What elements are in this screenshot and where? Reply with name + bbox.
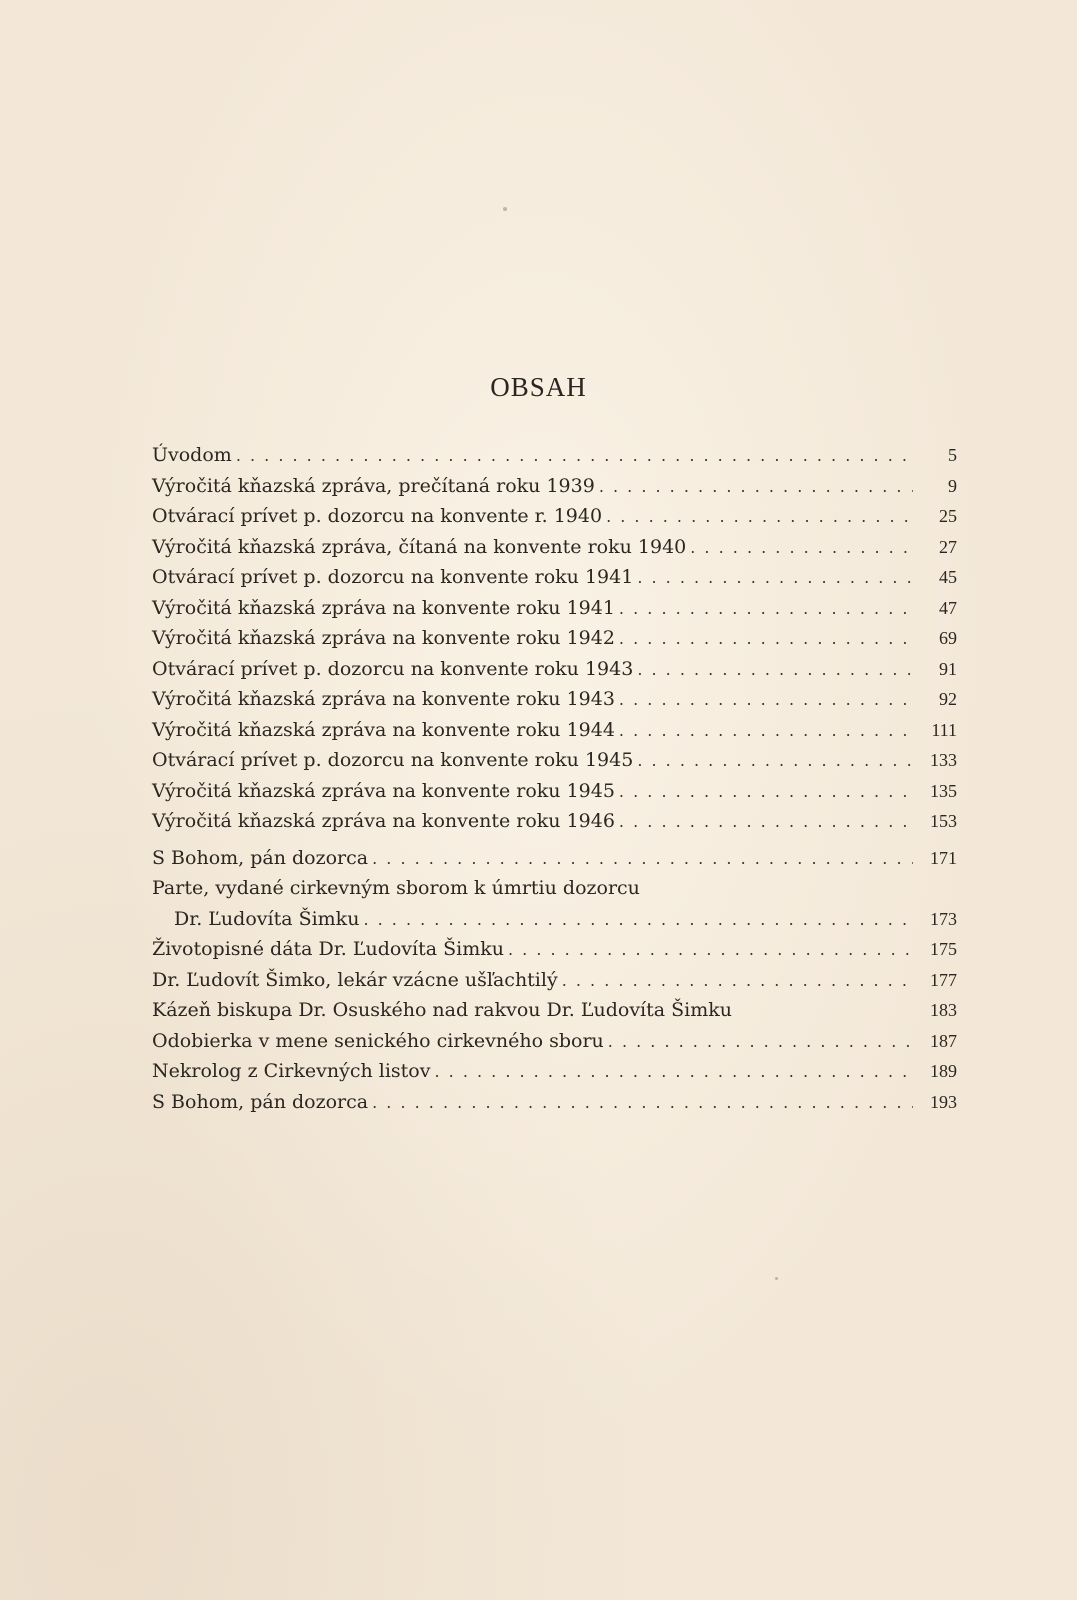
dot-leader xyxy=(619,716,913,746)
dot-leader xyxy=(363,905,913,935)
toc-entry-title: Dr. Ľudovíta Šimku xyxy=(174,907,360,930)
dot-leader xyxy=(236,441,913,471)
toc-entry xyxy=(152,654,957,685)
dot-leader xyxy=(599,472,913,502)
dot-leader xyxy=(372,1088,913,1118)
dot-leader xyxy=(619,685,913,715)
toc-entry xyxy=(152,501,957,532)
dot-leader xyxy=(508,935,913,965)
toc-entry-title: Nekrolog z Cirkevných listov xyxy=(152,1060,431,1082)
toc-entry-title: Otvárací prívet p. dozorcu na konvente r. 1940 xyxy=(152,505,603,527)
toc-entry-title: Parte, vydané cirkevným sborom k úmrtiu dozorcu xyxy=(152,877,640,899)
toc-entry-title: Výročitá kňazská zpráva, čítaná na konvente roku 1940 xyxy=(152,535,687,558)
toc-entry-title: Odobierka v mene senického cirkevného sboru xyxy=(152,1029,604,1052)
toc-entry xyxy=(152,1026,957,1057)
dot-leader xyxy=(619,777,913,807)
toc-entry-title: Kázeň biskupa Dr. Osuského nad rakvou Dr. Ľudovíta Šimku xyxy=(152,999,732,1021)
dot-leader xyxy=(606,502,913,532)
toc-entry xyxy=(152,904,957,935)
toc-entry-page: 173 xyxy=(930,908,957,929)
toc-entry-page: 183 xyxy=(930,1000,957,1020)
paper-speck xyxy=(503,207,507,211)
toc-entry-title: Výročitá kňazská zpráva na konvente roku 1944 xyxy=(152,718,615,741)
toc-entry xyxy=(152,776,957,807)
toc-entry-page: 189 xyxy=(930,1061,957,1081)
toc-entry-page: 135 xyxy=(930,780,957,801)
toc-entry-title: Dr. Ľudovít Šimko, lekár vzácne ušľachtilý xyxy=(152,968,558,991)
table-of-contents xyxy=(152,440,957,1117)
toc-entry-title: S Bohom, pán dozorca xyxy=(152,1090,369,1113)
dot-leader xyxy=(637,563,913,593)
dot-leader xyxy=(637,655,913,685)
toc-entry-title: Výročitá kňazská zpráva na konvente roku 1943 xyxy=(152,688,615,710)
toc-entry xyxy=(152,440,957,471)
toc-entry xyxy=(152,471,957,502)
dot-leader xyxy=(637,746,913,776)
toc-entry-title: S Bohom, pán dozorca xyxy=(152,846,369,869)
dot-leader xyxy=(690,533,913,563)
toc-entry-title: Otvárací prívet p. dozorcu na konvente roku 1941 xyxy=(152,566,634,588)
toc-entry-page: 5 xyxy=(948,445,957,465)
toc-entry-page: 175 xyxy=(930,939,957,959)
toc-entry-page: 9 xyxy=(948,475,957,496)
toc-entry-title: Výročitá kňazská zpráva, prečítaná roku 1939 xyxy=(152,474,595,497)
toc-entry-title: Otvárací prívet p. dozorcu na konvente roku 1943 xyxy=(152,657,634,680)
toc-entry-page: 111 xyxy=(931,719,957,740)
dot-leader xyxy=(562,966,913,996)
toc-entry-page: 92 xyxy=(939,689,957,709)
toc-entry xyxy=(152,1087,957,1118)
toc-entry-page: 193 xyxy=(930,1091,957,1112)
toc-entry xyxy=(152,593,957,624)
toc-entry-page: 91 xyxy=(939,658,957,679)
toc-entry xyxy=(152,965,957,996)
toc-entry xyxy=(152,532,957,563)
toc-entry xyxy=(152,806,957,837)
toc-entry-title: Výročitá kňazská zpráva na konvente roku 1945 xyxy=(152,779,615,802)
toc-entry-title: Životopisné dáta Dr. Ľudovíta Šimku xyxy=(152,938,504,960)
toc-entry xyxy=(152,684,957,715)
page-title: OBSAH xyxy=(490,372,587,402)
toc-entry xyxy=(152,995,957,1026)
toc-entry-page: 69 xyxy=(939,628,957,648)
toc-entry xyxy=(152,715,957,746)
paper-speck xyxy=(775,1277,778,1280)
dot-leader xyxy=(619,807,913,837)
dot-leader xyxy=(619,594,913,624)
toc-entry xyxy=(152,623,957,654)
dot-leader xyxy=(608,1027,913,1057)
toc-entry-title: Úvodom xyxy=(152,444,232,466)
toc-entry-page: 177 xyxy=(930,969,957,990)
toc-entry xyxy=(152,934,957,965)
toc-entry-page: 171 xyxy=(930,847,957,868)
toc-entry-page: 45 xyxy=(939,567,957,587)
toc-entry xyxy=(152,745,957,776)
toc-entry xyxy=(152,1056,957,1087)
dot-leader xyxy=(619,624,913,654)
dot-leader xyxy=(372,844,913,874)
toc-entry xyxy=(152,562,957,593)
toc-entry xyxy=(152,873,957,904)
toc-entry-page: 47 xyxy=(939,597,957,618)
toc-entry-title: Výročitá kňazská zpráva na konvente roku 1946 xyxy=(152,810,615,832)
toc-entry-page: 27 xyxy=(939,536,957,557)
dot-leader xyxy=(434,1057,913,1087)
toc-entry-page: 25 xyxy=(939,506,957,526)
toc-entry-title: Výročitá kňazská zpráva na konvente roku 1942 xyxy=(152,627,615,649)
toc-entry-title: Výročitá kňazská zpráva na konvente roku 1941 xyxy=(152,596,615,619)
toc-entry-title: Otvárací prívet p. dozorcu na konvente roku 1945 xyxy=(152,749,634,771)
toc-entry-page: 153 xyxy=(930,811,957,831)
toc-entry-page: 187 xyxy=(930,1030,957,1051)
toc-entry xyxy=(152,843,957,874)
toc-entry-page: 133 xyxy=(930,750,957,770)
